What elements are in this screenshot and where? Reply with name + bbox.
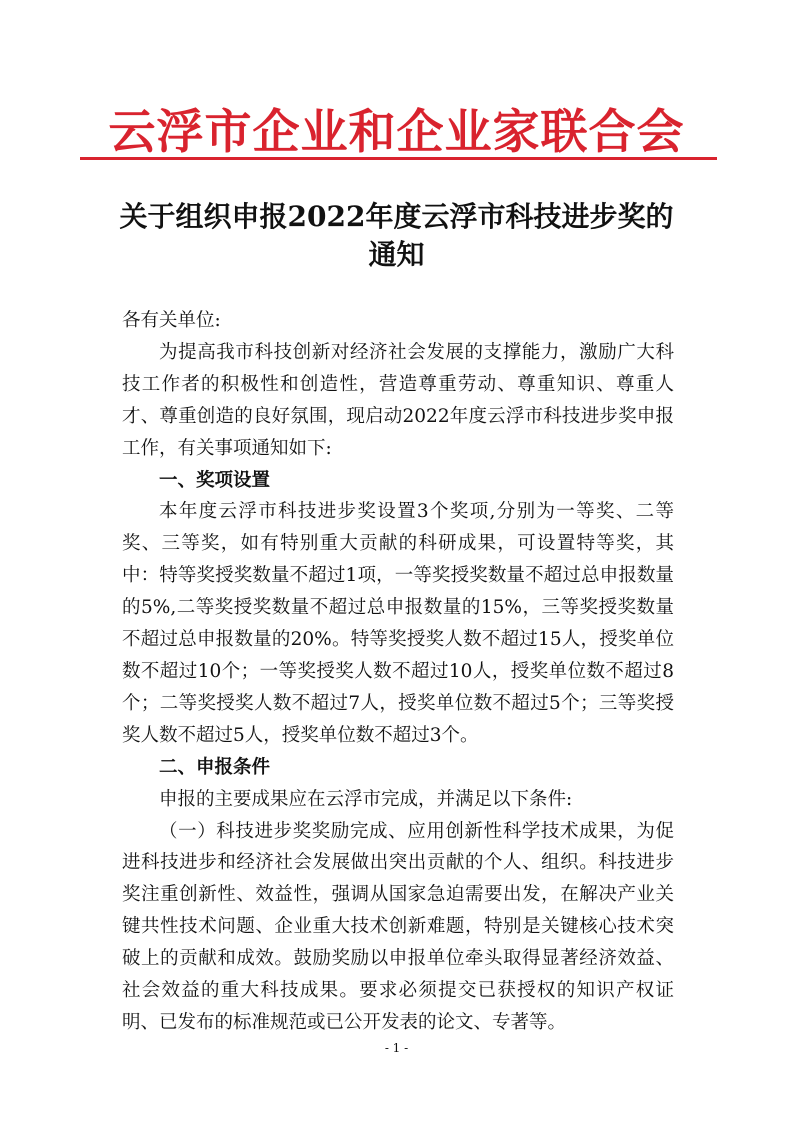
document-body <box>122 305 674 1039</box>
org-header-title: 云浮市企业和企业家联合会 <box>108 105 685 160</box>
header-red-rule <box>80 157 717 160</box>
document-title <box>96 198 697 274</box>
section-2-heading: 二、申报条件 <box>159 756 271 778</box>
section-2-item-1: （一）科技进步奖奖励完成、应用创新性科学技术成果，为促进科技进步和经济社会发展做出突出贡献的个人、组织。科技进步奖注重创新性、效益性，强调从国家急迫需要出发，在解决产业关键共性技术问题、企业重大技术创新难题，特别是关键核心技术突破上的贡献和成效。鼓励奖励以申报单位牵头取得显著经济效益、社会效益的重大科技成果。要求必须提交已获授权的知识产权证明、已发布的标准规范或已公开发表的论文、专著等。 <box>122 820 674 1033</box>
document-title-line-2: 通知 <box>368 238 425 271</box>
document-title-line-1: 关于组织申报2022年度云浮市科技进步奖的 <box>119 200 674 233</box>
section-1-heading: 一、奖项设置 <box>159 469 271 491</box>
intro-paragraph: 为提高我市科技创新对经济社会发展的支撑能力，激励广大科技工作者的积极性和创造性，营造尊重劳动、尊重知识、尊重人才、尊重创造的良好氛围，现启动2022年度云浮市科技进步奖申报工作，有关事项通知如下: <box>122 341 674 459</box>
section-1-paragraph: 本年度云浮市科技进步奖设置3个奖项,分别为一等奖、二等奖、三等奖，如有特别重大贡献的科研成果，可设置特等奖，其中：特等奖授奖数量不超过1项，一等奖授奖数量不超过总申报数量的5%,二等奖授奖数量不超过总申报数量的15%，三等奖授奖数量不超过总申报数量的20%。特等奖授奖人数不超过15人，授奖单位数不超过10个；一等奖授奖人数不超过10人，授奖单位数不超过8个；二等奖授奖人数不超过7人，授奖单位数不超过5个；三等奖授奖人数不超过5人，授奖单位数不超过3个。 <box>122 501 674 746</box>
section-2-intro: 申报的主要成果应在云浮市完成，并满足以下条件: <box>159 788 573 810</box>
salutation: 各有关单位: <box>122 310 221 331</box>
page-number: - 1 - <box>384 1041 409 1055</box>
